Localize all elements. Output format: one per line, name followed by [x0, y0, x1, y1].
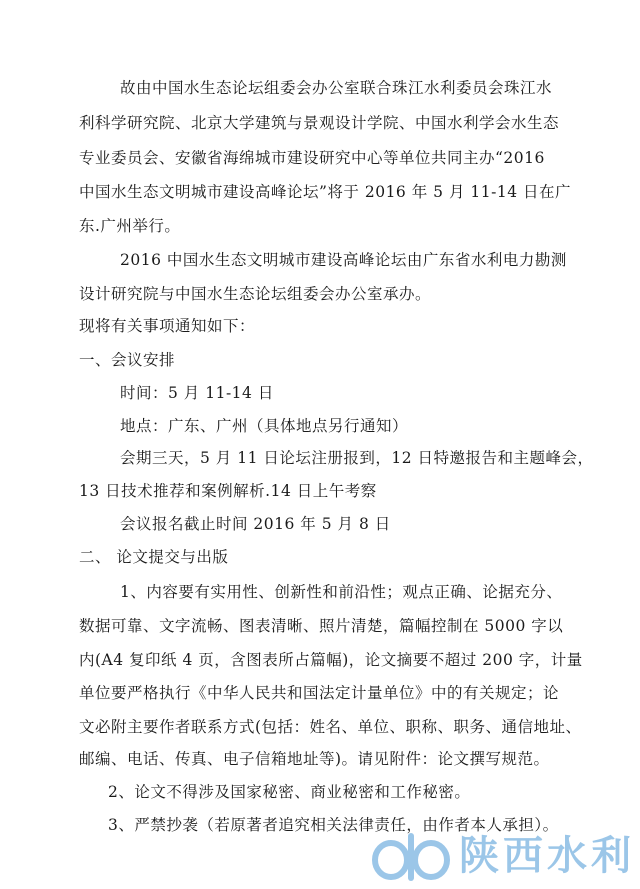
watermark-text: 陕西水利 — [459, 833, 635, 879]
paragraph-line: 利科学研究院、北京大学建筑与景观设计学院、中国水利学会水生态 — [79, 114, 560, 132]
meeting-time: 时间：5 月 11-14 日 — [120, 384, 274, 402]
paragraph-line: 设计研究院与中国水生态论坛组委会办公室承办。 — [79, 285, 432, 303]
paragraph-line: 中国水生态文明城市建设高峰论坛”将于 2016 年 5 月 11-14 日在广 — [79, 183, 571, 201]
paragraph-line: 1、内容要有实用性、创新性和前沿性；观点正确、论据充分、 — [120, 583, 563, 601]
paragraph-line: 故由中国水生态论坛组委会办公室联合珠江水利委员会珠江水 — [120, 79, 553, 97]
paragraph-line: 13 日技术推荐和案例解析.14 日上午考察 — [79, 482, 377, 500]
section-heading: 二、 论文提交与出版 — [79, 548, 229, 566]
paragraph-line: 单位要严格执行《中华人民共和国法定计量单位》中的有关规定；论 — [79, 684, 560, 702]
meeting-location: 地点：广东、广州（具体地点另行通知） — [120, 417, 409, 435]
paragraph-line: 2、论文不得涉及国家秘密、商业秘密和工作秘密。 — [108, 783, 471, 801]
paragraph-line: 2016 中国水生态文明城市建设高峰论坛由广东省水利电力勘测 — [120, 251, 567, 269]
paragraph-line: 数据可靠、文字流畅、图表清晰、照片清楚，篇幅控制在 5000 字以 — [79, 617, 564, 635]
paragraph-line: 文必附主要作者联系方式(包括：姓名、单位、职称、职务、通信地址、 — [79, 718, 582, 736]
paragraph-line: 内(A4 复印纸 4 页，含图表所占篇幅)，论文摘要不超过 200 字，计量 — [79, 651, 583, 669]
paragraph-line: 专业委员会、安徽省海绵城市建设研究中心等单位共同主办“2016 — [79, 149, 545, 167]
paragraph-line: 邮编、电话、传真、电子信箱地址等)。请见附件：论文撰写规范。 — [79, 750, 550, 768]
paragraph-line: 现将有关事项通知如下： — [79, 317, 256, 335]
section-heading: 一、会议安排 — [79, 351, 176, 369]
watermark — [365, 828, 635, 884]
paragraph-line: 会期三天，5 月 11 日论坛注册报到，12 日特邀报告和主题峰会， — [120, 449, 594, 467]
paragraph-line: 3、严禁抄袭（若原著者追究相关法律责任，由作者本人承担）。 — [108, 816, 559, 834]
registration-deadline: 会议报名截止时间 2016 年 5 月 8 日 — [120, 515, 391, 533]
water-drop-logo-icon — [365, 830, 457, 882]
paragraph-line: 东.广州举行。 — [79, 217, 181, 235]
